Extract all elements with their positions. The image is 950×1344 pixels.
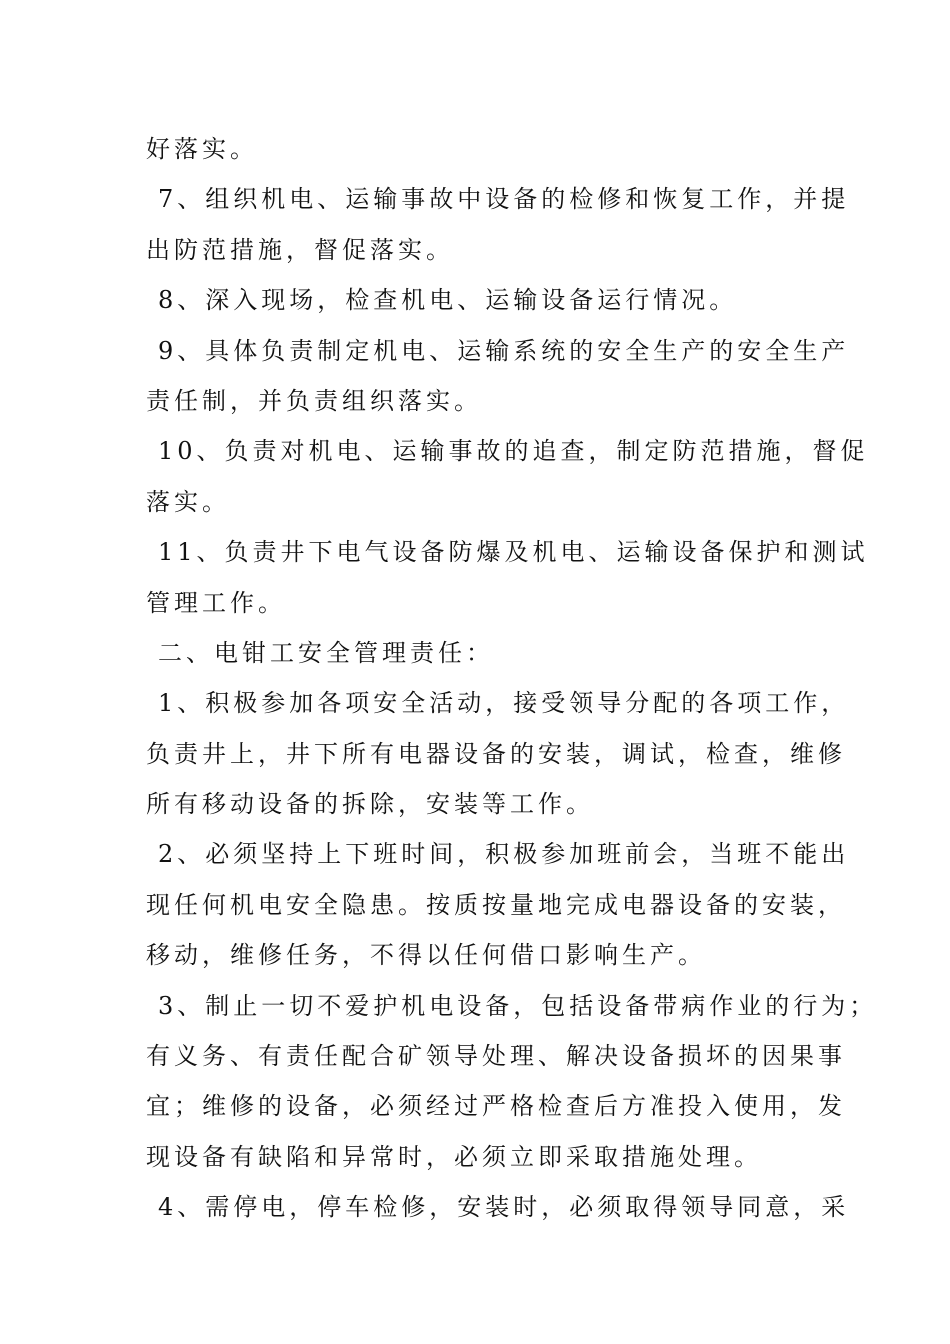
text-line: 现任何机电安全隐患。按质按量地完成电器设备的安装， <box>146 890 846 919</box>
text-line: 负责井上，井下所有电器设备的安装，调试，检查，维修 <box>146 739 846 768</box>
document-body <box>146 124 878 1233</box>
text-line: 10、负责对机电、运输事故的追查，制定防范措施，督促 <box>158 437 869 466</box>
text-line: 11、负责井下电气设备防爆及机电、运输设备保护和测试 <box>158 538 869 567</box>
text-line: 1、积极参加各项安全活动，接受领导分配的各项工作， <box>158 689 850 718</box>
text-line: 有义务、有责任配合矿领导处理、解决设备损坏的因果事 <box>146 1042 846 1071</box>
text-line: 现设备有缺陷和异常时，必须立即采取措施处理。 <box>146 1142 762 1171</box>
text-line: 所有移动设备的拆除，安装等工作。 <box>146 790 594 819</box>
text-line: 4、需停电，停车检修，安装时，必须取得领导同意，采 <box>158 1193 850 1222</box>
text-line: 落实。 <box>146 487 230 516</box>
text-line: 9、具体负责制定机电、运输系统的安全生产的安全生产 <box>158 336 850 365</box>
section-heading: 二、电钳工安全管理责任： <box>158 638 494 667</box>
text-line: 2、必须坚持上下班时间，积极参加班前会，当班不能出 <box>158 840 850 869</box>
text-line: 责任制，并负责组织落实。 <box>146 386 482 415</box>
text-line: 宜；维修的设备，必须经过严格检查后方准投入使用，发 <box>146 1092 846 1121</box>
text-line: 8、深入现场，检查机电、运输设备运行情况。 <box>158 286 738 315</box>
text-line: 7、组织机电、运输事故中设备的检修和恢复工作，并提 <box>158 185 850 214</box>
text-line: 好落实。 <box>146 135 258 163</box>
text-line: 移动，维修任务，不得以任何借口影响生产。 <box>146 941 706 970</box>
text-line: 管理工作。 <box>146 588 286 617</box>
text-line: 出防范措施，督促落实。 <box>146 235 454 264</box>
text-line: 3、制止一切不爱护机电设备，包括设备带病作业的行为； <box>158 991 878 1020</box>
